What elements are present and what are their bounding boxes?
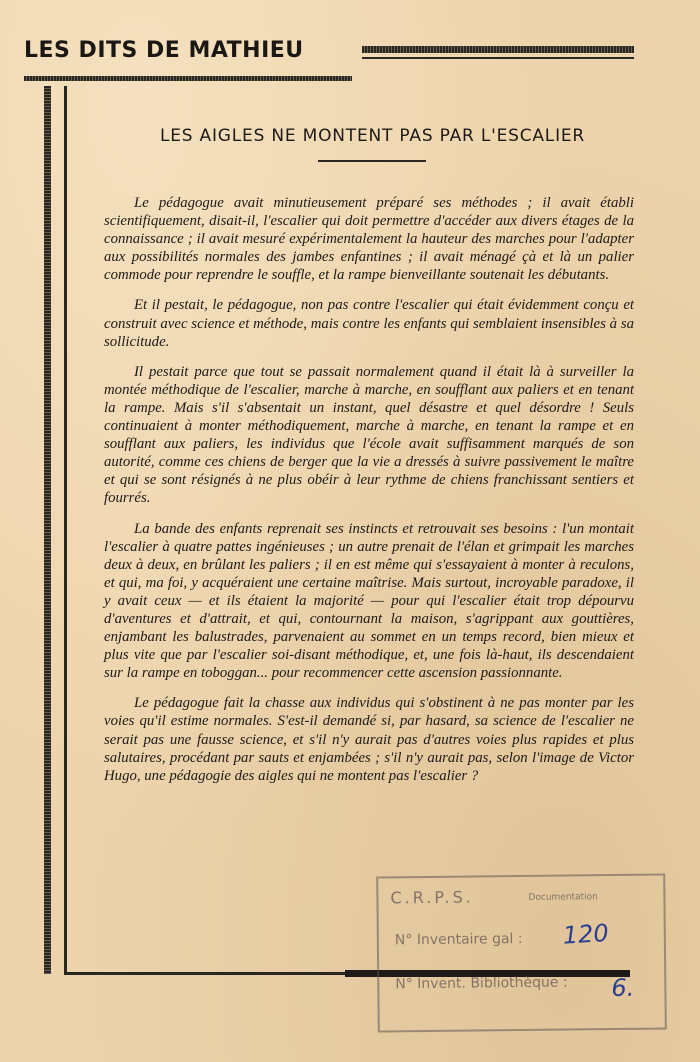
paragraph-3: Il pestait parce que tout se passait normalement quand il était là à surveiller la montée méthodique de l'escalier, marche à marche, en soufflant aux paliers et en tenant la rampe. Mais s'il s'absentait un instant, quel désastre et quel désordre ! Seuls continuaient à monter méthodiquement, marche à marche, en tenant la rampe et en soufflant aux paliers, les individus que l'école avait suffisamment marqués de son autorité, comme ces chiens de berger que la vie a dressés à suivre passivement le maître et qui se sont résignés à ne plus obéir à leur rythme de chiens franchissant sentiers et fourrés. <box>104 363 634 507</box>
paragraph-1: Le pédagogue avait minutieusement préparé ses méthodes ; il avait établi scientifiquement, disait-il, l'escalier qui doit permettre d'accéder aux divers étages de la connaissance ; il avait mesuré expérimentalement la hauteur des marches pour l'adapter aux possibilités normales des jambes enfantines ; il avait ménagé çà et là un palier commode pour reprendre le souffle, et la rampe bienveillante soutenait les débutants. <box>104 195 634 284</box>
paragraph-2: Et il pestait, le pédagogue, non pas contre l'escalier qui était évidemment conçu et construit avec science et méthode, mais contre les enfants qui semblaient insensibles à sa sollicitude. <box>104 297 634 350</box>
article-body <box>104 194 634 797</box>
left-border <box>44 86 51 974</box>
left-border-inner <box>64 86 67 974</box>
title-underline <box>318 160 426 162</box>
header-rule <box>362 46 634 53</box>
stamp-inventory-label: N° Inventaire gal : <box>394 930 523 949</box>
stamp-library-value: 6. <box>611 973 635 1003</box>
stamp-inventory-value: 120 <box>561 918 610 950</box>
stamp-header-small: Documentation <box>528 892 598 903</box>
stamp-header: C.R.P.S. <box>390 887 474 908</box>
paragraph-5: Le pédagogue fait la chasse aux individus qui s'obstinent à ne pas monter par les voies qu'il estime normales. S'est-il demandé si, par hasard, sa science de l'escalier ne serait pas une fausse science, et s'il n'y aurait pas d'autres voies plus rapides et plus salutaires, procédant par sauts et enjambées ; s'il n'y aurait pas, selon l'image de Victor Hugo, une pédagogie des aigles qui ne montent pas l'escalier ? <box>104 695 634 784</box>
article-title: LES AIGLES NE MONTENT PAS PAR L'ESCALIER <box>159 126 586 146</box>
stamp-library-label: N° Invent. Bibliothèque : <box>395 974 568 993</box>
header-underline <box>24 76 352 81</box>
bottom-rule-thick <box>345 970 630 977</box>
paragraph-4: La bande des enfants reprenait ses instincts et retrouvait ses besoins : l'un montait l'escalier à quatre pattes ingénieuses ; un autre prenait de l'élan et grimpait les marches deux à deux, en brûlant les paliers ; il en est même qui s'essayaient à monter à reculons, et qui, ma foi, y acquéraient une certaine maîtrise. Mais surtout, incroyable paradoxe, il y avait ceux — et ils étaient la majorité — pour qui l'escalier était trop dépourvu d'aventures et d'attrait, et qui, contournant la maison, s'agrippant aux gouttières, enjambant les balustrades, parvenaient au sommet en un temps record, bien mieux et plus vite que par l'escalier soi-disant méthodique, et, une fois là-haut, ils descendaient sur la rampe en toboggan... pour recommencer cette ascension passionnante. <box>104 520 634 682</box>
header-title: LES DITS DE MATHIEU <box>24 38 304 63</box>
library-stamp <box>376 873 667 1032</box>
